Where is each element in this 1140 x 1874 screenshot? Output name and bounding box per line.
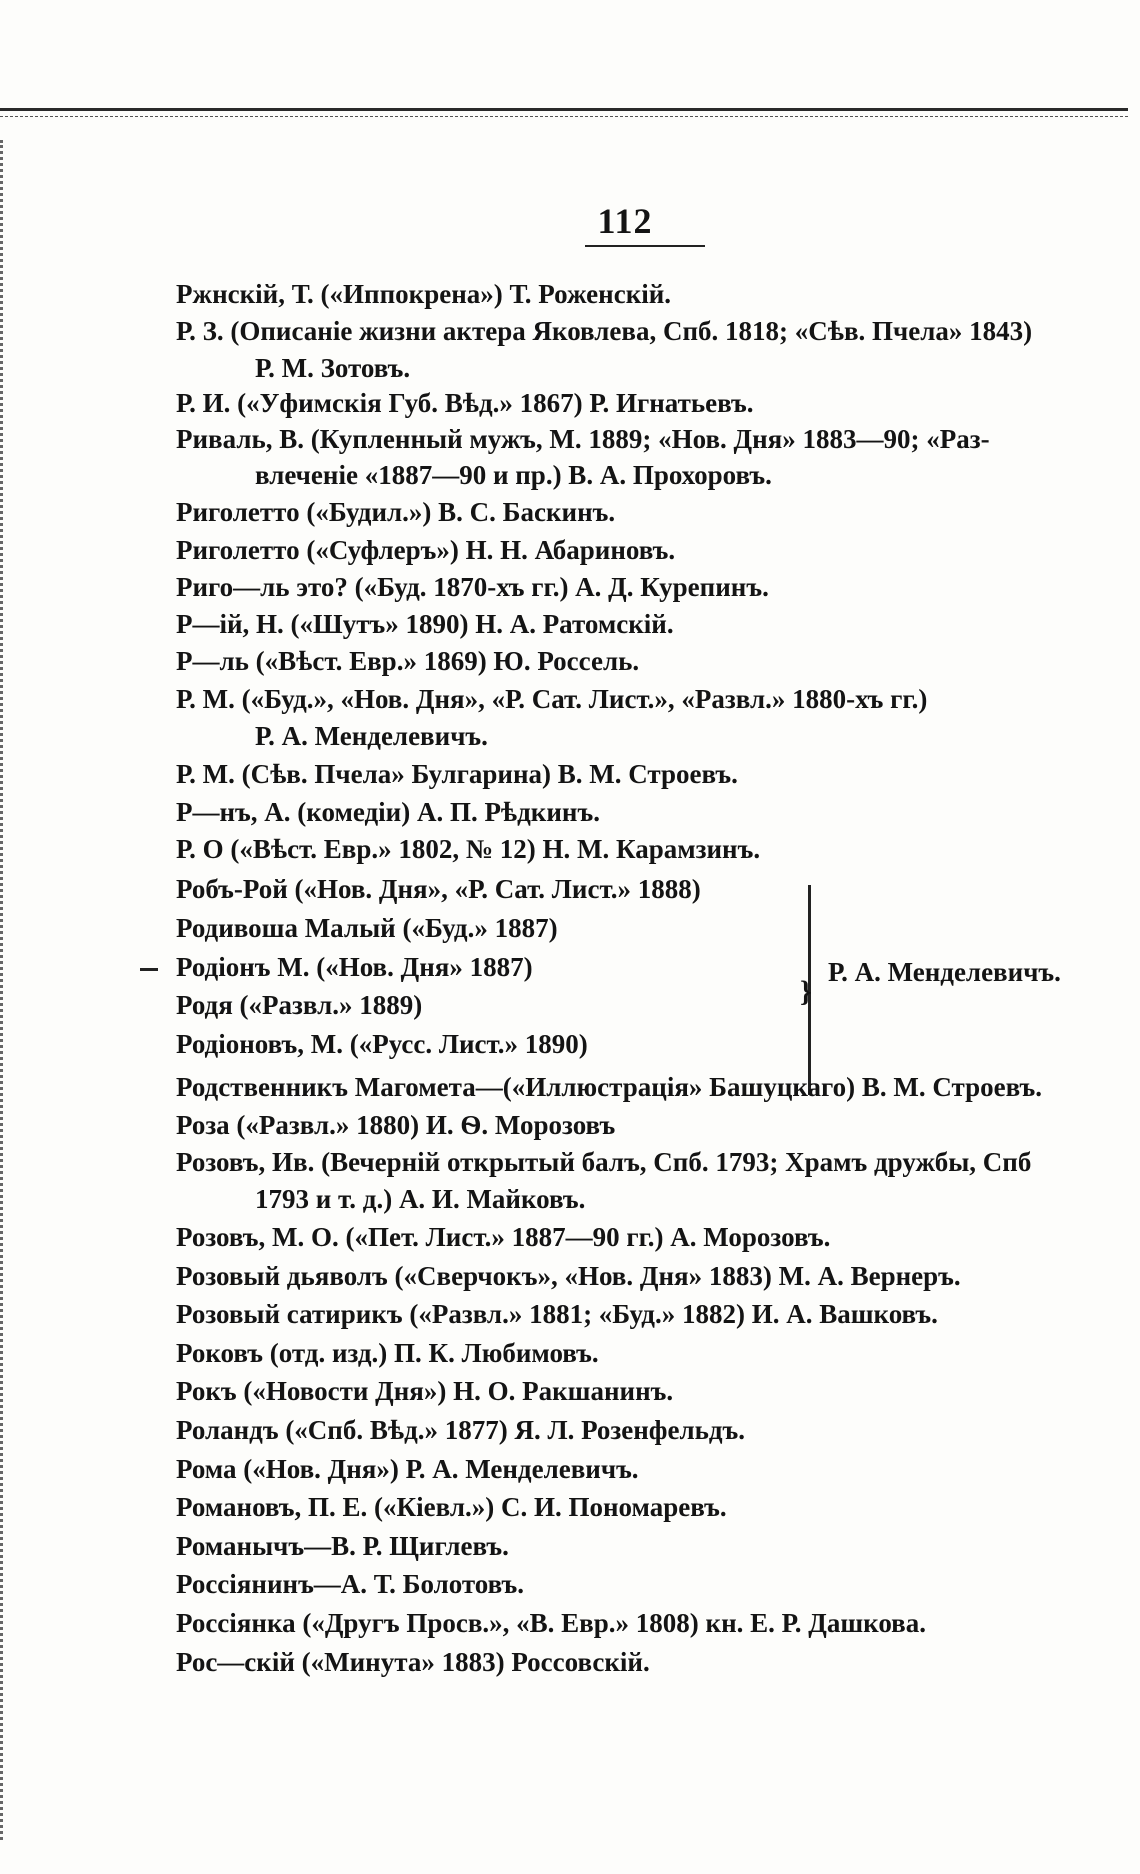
entry: Розовый сатирикъ («Развл.» 1881; «Буд.» 1882) И. А. Вашковъ. <box>176 1299 938 1329</box>
entry: Р. И. («Уфимскія Губ. Вѣд.» 1867) Р. Игнатьевъ. <box>176 388 754 418</box>
page-edge-speckle <box>0 140 21 1840</box>
bracket-brace-point: } <box>800 975 812 1008</box>
entry: Р. М. (Сѣв. Пчела» Булгарина) В. М. Строевъ. <box>176 759 738 789</box>
entry-continuation: 1793 и т. д.) А. И. Майковъ. <box>255 1184 586 1214</box>
entry: Р—ль («Вѣст. Евр.» 1869) Ю. Россель. <box>176 646 640 676</box>
top-rule <box>0 108 1128 111</box>
entry: Роландъ («Спб. Вѣд.» 1877) Я. Л. Розенфельдъ. <box>176 1415 746 1445</box>
bracket-item: Робъ-Рой («Нов. Дня», «Р. Сат. Лист.» 1888) <box>176 874 701 904</box>
entry: Россіянинъ—А. Т. Болотовъ. <box>176 1569 525 1599</box>
entry: Р. О («Вѣст. Евр.» 1802, № 12) Н. М. Карамзинъ. <box>176 834 761 864</box>
entry: Рос—скій («Минута» 1883) Россовскій. <box>176 1647 650 1677</box>
entry-continuation: влеченіе «1887—90 и пр.) В. А. Прохоровъ. <box>255 460 772 490</box>
entry: Риголетто («Суфлеръ») Н. Н. Абариновъ. <box>176 535 676 565</box>
entry: Родственникъ Магомета—(«Иллюстрація» Башуцкаго) В. М. Строевъ. <box>176 1072 1042 1102</box>
entry: Риго—ль это? («Буд. 1870-хъ гг.) А. Д. Курепинъ. <box>176 572 769 602</box>
margin-mark <box>140 968 158 971</box>
entry-continuation: Р. А. Менделевичъ. <box>255 721 488 751</box>
entry-continuation: Р. М. Зотовъ. <box>255 353 411 383</box>
bracket-item: Родивоша Малый («Буд.» 1887) <box>176 913 558 943</box>
bracket-target: Р. А. Менделевичъ. <box>828 957 1061 987</box>
entry: Ржнскій, Т. («Иппокрена») Т. Роженскій. <box>176 279 672 309</box>
entry: Роковъ (отд. изд.) П. К. Любимовъ. <box>176 1338 599 1368</box>
page-number: 112 <box>597 201 653 241</box>
entry: Р—нъ, А. (комедіи) А. П. Рѣдкинъ. <box>176 797 600 827</box>
top-rule-dashed <box>0 116 1128 117</box>
entry: Розовый дьяволъ («Сверчокъ», «Нов. Дня» 1883) М. А. Вернеръ. <box>176 1261 961 1291</box>
entry: Роза («Развл.» 1880) И. Ѳ. Морозовъ <box>176 1110 616 1140</box>
entry: Романычъ—В. Р. Щиглевъ. <box>176 1531 509 1561</box>
entry: Розовъ, М. О. («Пет. Лист.» 1887—90 гг.) А. Морозовъ. <box>176 1222 831 1252</box>
entry: Р—ій, Н. («Шутъ» 1890) Н. А. Ратомскій. <box>176 609 674 639</box>
entry: Риголетто («Будил.») В. С. Баскинъ. <box>176 497 616 527</box>
entry: Рокъ («Новости Дня») Н. О. Ракшанинъ. <box>176 1376 674 1406</box>
entry: Риваль, В. (Купленный мужъ, М. 1889; «Нов. Дня» 1883—90; «Раз- <box>176 424 990 454</box>
bracket-item: Родіонъ М. («Нов. Дня» 1887) <box>176 952 533 982</box>
entry: Рома («Нов. Дня») Р. А. Менделевичъ. <box>176 1454 639 1484</box>
entry: Р. З. (Описаніе жизни актера Яковлева, Спб. 1818; «Сѣв. Пчела» 1843) <box>176 316 1033 346</box>
bracket-item: Родіоновъ, М. («Русс. Лист.» 1890) <box>176 1029 588 1059</box>
entry: Россіянка («Другъ Просв.», «В. Евр.» 1808) кн. Е. Р. Дашкова. <box>176 1608 926 1638</box>
entry: Р. М. («Буд.», «Нов. Дня», «Р. Сат. Лист.», «Развл.» 1880-хъ гг.) <box>176 684 928 714</box>
bracket-item: Родя («Развл.» 1889) <box>176 990 423 1020</box>
entry: Романовъ, П. Е. («Кіевл.») С. И. Пономаревъ. <box>176 1492 727 1522</box>
page-number-underline <box>585 245 705 247</box>
entry: Розовъ, Ив. (Вечерній открытый балъ, Спб. 1793; Храмъ дружбы, Спб <box>176 1147 1032 1177</box>
